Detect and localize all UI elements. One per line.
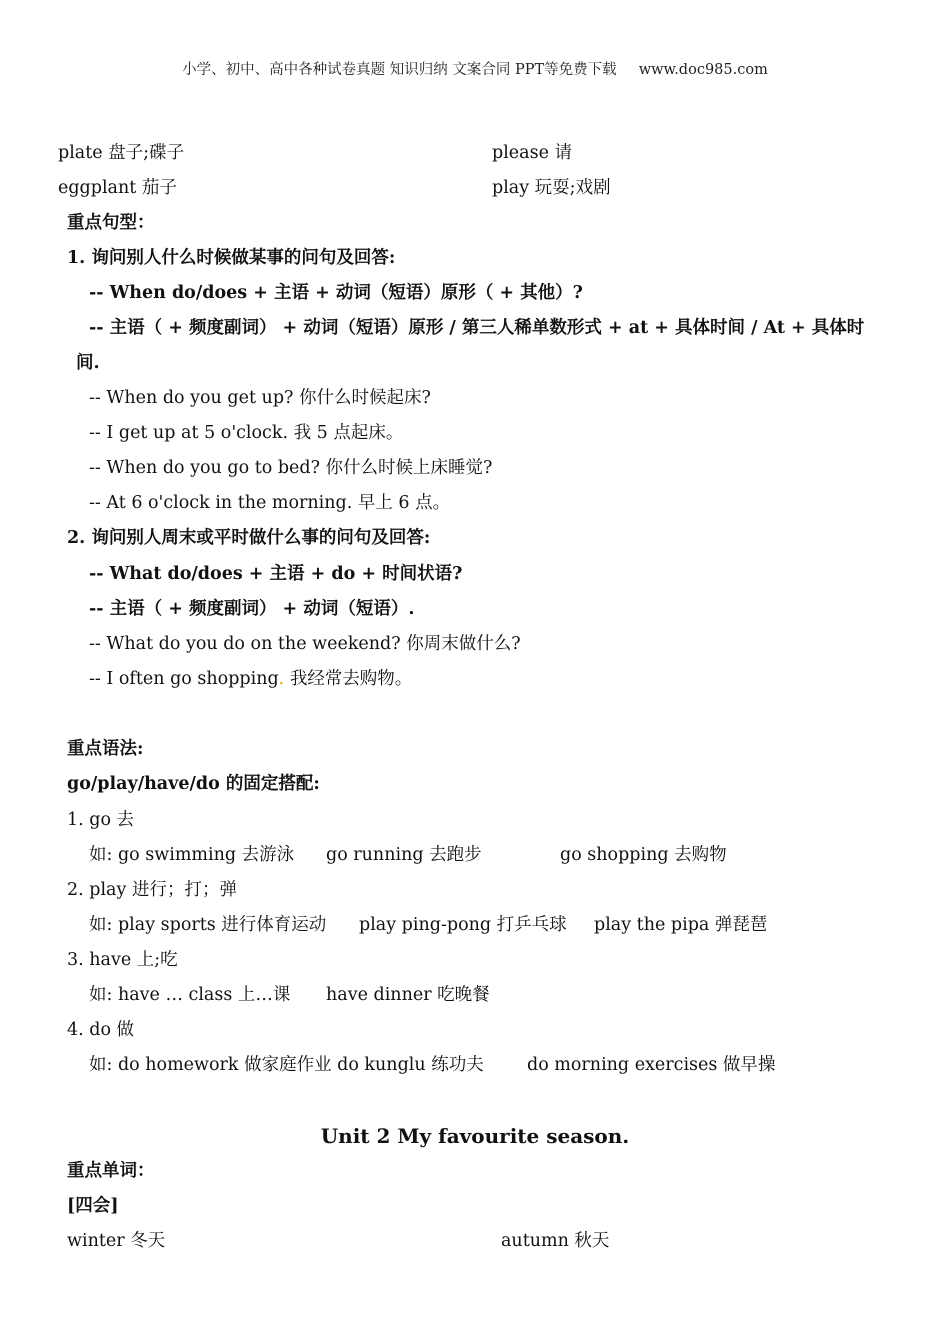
grammar-subheading: go/play/have/do 的固定搭配: [67,774,320,794]
level-label: [四会] [67,1196,119,1216]
grammar-group-title: 2. play 进行；打；弹 [67,880,237,900]
grammar-example: go shopping 去购物 [560,845,727,865]
page-header [0,58,950,79]
pattern-formula: -- 主语（ + 频度副词） + 动词（短语）. [89,599,415,619]
vocab-item: plate 盘子;碟子 [58,143,185,163]
vocab-item: autumn 秋天 [501,1231,610,1251]
grammar-example: do morning exercises 做早操 [527,1055,776,1075]
vocab-item: please 请 [492,143,572,163]
grammar-example: 如: do homework 做家庭作业 do kunglu 练功夫 [89,1055,484,1075]
header-url[interactable]: www.doc985.com [638,62,768,78]
pattern-formula: -- 主语（ + 频度副词） + 动词（短语）原形 / 第三人稀单数形式 + at + 具体时间 / At + 具体时 [89,318,865,338]
pattern-title: 2. 询问别人周末或平时做什么事的问句及回答: [67,528,431,548]
example-sentence: -- When do you go to bed? 你什么时候上床睡觉? [89,458,493,478]
unit-title: Unit 2 My favourite season. [320,1124,630,1148]
grammar-example: have dinner 吃晚餐 [326,985,490,1005]
grammar-example: 如: play sports 进行体育运动 [89,915,327,935]
vocab-item: eggplant 茄子 [58,178,177,198]
pattern-formula: 间. [76,353,100,373]
grammar-group-title: 4. do 做 [67,1020,135,1040]
section-heading-patterns: 重点句型： [67,213,155,233]
section-heading-words: 重点单词： [67,1161,155,1181]
grammar-example: go running 去跑步 [326,845,482,865]
grammar-example: play the pipa 弹琵琶 [594,915,768,935]
example-sentence: -- When do you get up? 你什么时候起床? [89,388,431,408]
example-sentence: -- I often go shopping. 我经常去购物。 [89,669,413,689]
pattern-formula: -- What do/does + 主语 + do + 时间状语? [89,564,463,584]
grammar-example: 如: have … class 上…课 [89,985,291,1005]
section-heading-grammar: 重点语法: [67,739,144,759]
vocab-item: play 玩耍;戏剧 [492,178,611,198]
pattern-title: 1. 询问别人什么时候做某事的问句及回答: [67,248,396,268]
vocab-item: winter 冬天 [67,1231,166,1251]
pattern-formula: -- When do/does + 主语 + 动词（短语）原形（ + 其他）? [89,283,583,303]
example-sentence: -- I get up at 5 o'clock. 我 5 点起床。 [89,423,404,443]
grammar-example: 如: go swimming 去游泳 [89,845,295,865]
example-sentence: -- What do you do on the weekend? 你周末做什么? [89,634,521,654]
grammar-example: play ping-pong 打乒乓球 [359,915,567,935]
example-sentence: -- At 6 o'clock in the morning. 早上 6 点。 [89,493,451,513]
grammar-group-title: 3. have 上;吃 [67,950,178,970]
header-text: 小学、初中、高中各种试卷真题 知识归纳 文案合同 PPT等免费下载 [182,62,617,78]
grammar-group-title: 1. go 去 [67,810,135,830]
